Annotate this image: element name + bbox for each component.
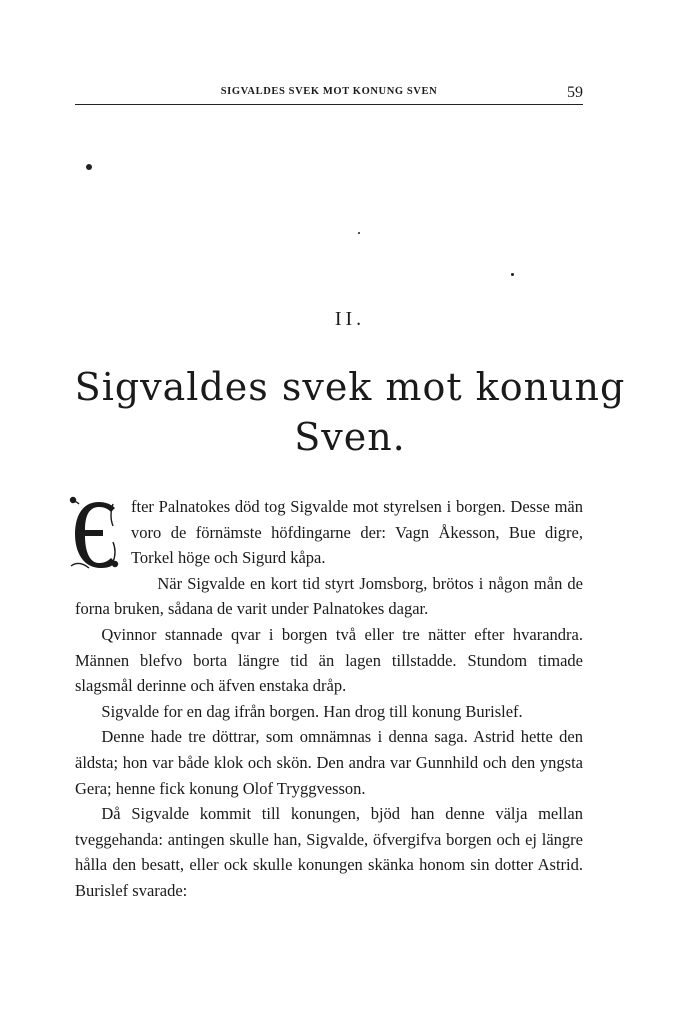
drop-cap-letter: E	[69, 496, 70, 497]
running-title: SIGVALDES SVEK MOT KONUNG SVEN	[220, 86, 438, 97]
paragraph-5: Denne hade tre döttrar, som omnämnas i denna saga. Astrid hette den äldsta; hon var både klok och skön. Den andra var Gunnhild och den yngsta Gera; henne fick konung Olof Tryggvesson.	[75, 727, 583, 798]
chapter-title-line-1: Sigvaldes svek mot konung	[74, 365, 626, 409]
ink-speck	[511, 273, 514, 276]
ink-speck	[358, 232, 360, 234]
paragraph-2: När Sigvalde en kort tid styrt Jomsborg, brötos i någon mån de forna bruken, sådana de varit under Palnatokes dagar.	[75, 573, 583, 619]
paragraph-3: Qvinnor stannade qvar i borgen två eller tre nätter efter hvarandra. Männen blefvo borta längre tid än lagen tillstadde. Stundom timade slagsmål derinne och äfven enstaka dråp.	[75, 624, 583, 696]
ink-speck	[86, 164, 92, 170]
running-head	[75, 84, 583, 104]
header-rule	[75, 104, 583, 105]
chapter-title	[60, 362, 640, 462]
chapter-title-line-2: Sven.	[294, 415, 406, 459]
paragraph-4: Sigvalde for en dag ifrån borgen. Han drog till konung Burislef.	[101, 701, 523, 721]
paragraph-1	[69, 494, 583, 571]
paragraph-6: Då Sigvalde kommit till konungen, bjöd han denne välja mellan tveggehanda: antingen skulle han, Sigvalde, öfvergifva borgen och ej längre hålla den besatt, eller ock skulle konungen skänka honom sin dotter Astrid. Burislef svarade:	[75, 804, 583, 900]
ornamental-initial-icon	[69, 496, 123, 572]
page-number: 59	[567, 84, 583, 101]
paragraph-1-text: fter Palnatokes död tog Sigvalde mot styrelsen i borgen. Desse män voro de förnämste höfdingarne der: Vagn Åkesson, Bue digre, Torkel höge och Sigurd kåpa.	[131, 497, 583, 568]
body-text	[69, 494, 583, 904]
chapter-number: II.	[334, 308, 366, 330]
